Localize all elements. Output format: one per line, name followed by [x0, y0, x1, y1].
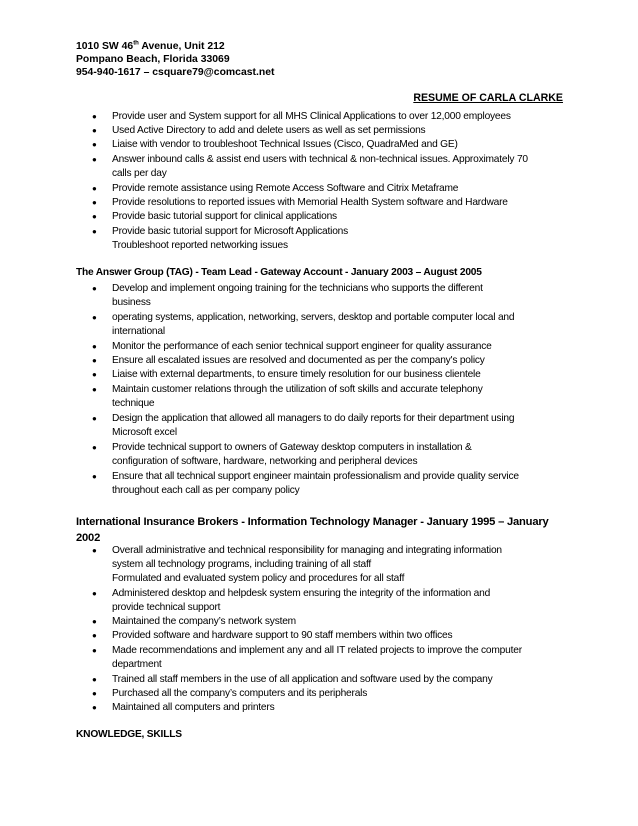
list-item: Provide resolutions to reported issues with Memorial Health System software and Hardware	[112, 197, 508, 208]
list-item: Maintained all computers and printers	[112, 702, 275, 713]
list-item: Administered desktop and helpdesk system ensuring the integrity of the information and provide technical support	[112, 588, 491, 613]
bullet-icon: ●	[92, 140, 97, 149]
list-item: Liaise with external departments, to ensure timely resolution for our business clientele	[112, 369, 481, 380]
list-item: Purchased all the company’s computers and its peripherals	[112, 688, 368, 699]
address-line-2: Pompano Beach, Florida 33069	[76, 54, 230, 65]
list-item: Provide user and System support for all MHS Clinical Applications to over 12,000 employees	[112, 111, 511, 122]
list-item: Provide basic tutorial support for Microsoft Applications Troubleshoot reported networking issues	[112, 226, 349, 251]
bullet-icon: ●	[92, 284, 97, 293]
bullet-icon: ●	[92, 356, 97, 365]
list-item: operating systems, application, networking, servers, desktop and portable computer local and international	[112, 312, 515, 337]
list-item: Ensure all escalated issues are resolved and documented as per the company's policy	[112, 355, 485, 366]
list-item: Provided software and hardware support to 90 staff members within two offices	[112, 630, 453, 641]
list-item: Maintained the company’s network system	[112, 616, 296, 627]
contact-line: 954-940-1617 – csquare79@comcast.net	[76, 67, 275, 78]
bullet-icon: ●	[92, 385, 97, 394]
bullet-icon: ●	[92, 472, 97, 481]
bullet-icon: ●	[92, 689, 97, 698]
bullet-icon: ●	[92, 617, 97, 626]
list-item: Develop and implement ongoing training for the technicians who supports the different business	[112, 283, 483, 308]
bullet-icon: ●	[92, 589, 97, 598]
list-item: Made recommendations and implement any and all IT related projects to improve the computer department	[112, 645, 522, 670]
list-item: Maintain customer relations through the utilization of soft skills and accurate telephony technique	[112, 384, 483, 409]
bullet-icon: ●	[92, 675, 97, 684]
bullet-icon: ●	[92, 212, 97, 221]
list-item: Monitor the performance of each senior technical support engineer for quality assurance	[112, 341, 492, 352]
bullet-icon: ●	[92, 313, 97, 322]
section-heading-insurance-brokers: International Insurance Brokers - Information Technology Manager - January 1995 – January 2002	[76, 516, 549, 544]
list-item: Provide remote assistance using Remote Access Software and Citrix Metaframe	[112, 183, 459, 194]
list-item: Overall administrative and technical responsibility for managing and integrating information system all technology programs, including training of all staff Formulated and evaluated system policy and procedures for all staff	[112, 545, 502, 584]
bullet-icon: ●	[92, 198, 97, 207]
list-item: Used Active Directory to add and delete users as well as set permissions	[112, 125, 426, 136]
list-item: Provide technical support to owners of Gateway desktop computers in installation & configuration of software, hardware, networking and peripheral devices	[112, 442, 472, 467]
bullet-icon: ●	[92, 155, 97, 164]
bullet-icon: ●	[92, 703, 97, 712]
list-item: Liaise with vendor to troubleshoot Technical Issues (Cisco, QuadraMed and GE)	[112, 139, 458, 150]
bullet-icon: ●	[92, 184, 97, 193]
bullet-icon: ●	[92, 546, 97, 555]
section-heading-answer-group: The Answer Group (TAG) - Team Lead - Gateway Account - January 2003 – August 2005	[76, 267, 482, 278]
resume-title: RESUME OF CARLA CLARKE	[413, 92, 563, 104]
bullet-icon: ●	[92, 414, 97, 423]
list-item: Provide basic tutorial support for clinical applications	[112, 211, 337, 222]
section-heading-knowledge: KNOWLEDGE, SKILLS	[76, 729, 182, 740]
bullet-icon: ●	[92, 342, 97, 351]
list-item: Answer inbound calls & assist end users with technical & non-technical issues. Approximately 70 calls per day	[112, 154, 528, 179]
bullet-icon: ●	[92, 443, 97, 452]
bullet-icon: ●	[92, 227, 97, 236]
address-line-1: 1010 SW 46th Avenue, Unit 212	[76, 40, 225, 52]
bullet-icon: ●	[92, 631, 97, 640]
bullet-icon: ●	[92, 112, 97, 121]
list-item: Design the application that allowed all managers to do daily reports for their department using Microsoft excel	[112, 413, 515, 438]
list-item: Trained all staff members in the use of all application and software used by the company	[112, 674, 493, 685]
bullet-icon: ●	[92, 370, 97, 379]
bullet-icon: ●	[92, 126, 97, 135]
list-item: Ensure that all technical support engineer maintain professionalism and provide quality service throughout each call as per company policy	[112, 471, 519, 496]
bullet-icon: ●	[92, 646, 97, 655]
